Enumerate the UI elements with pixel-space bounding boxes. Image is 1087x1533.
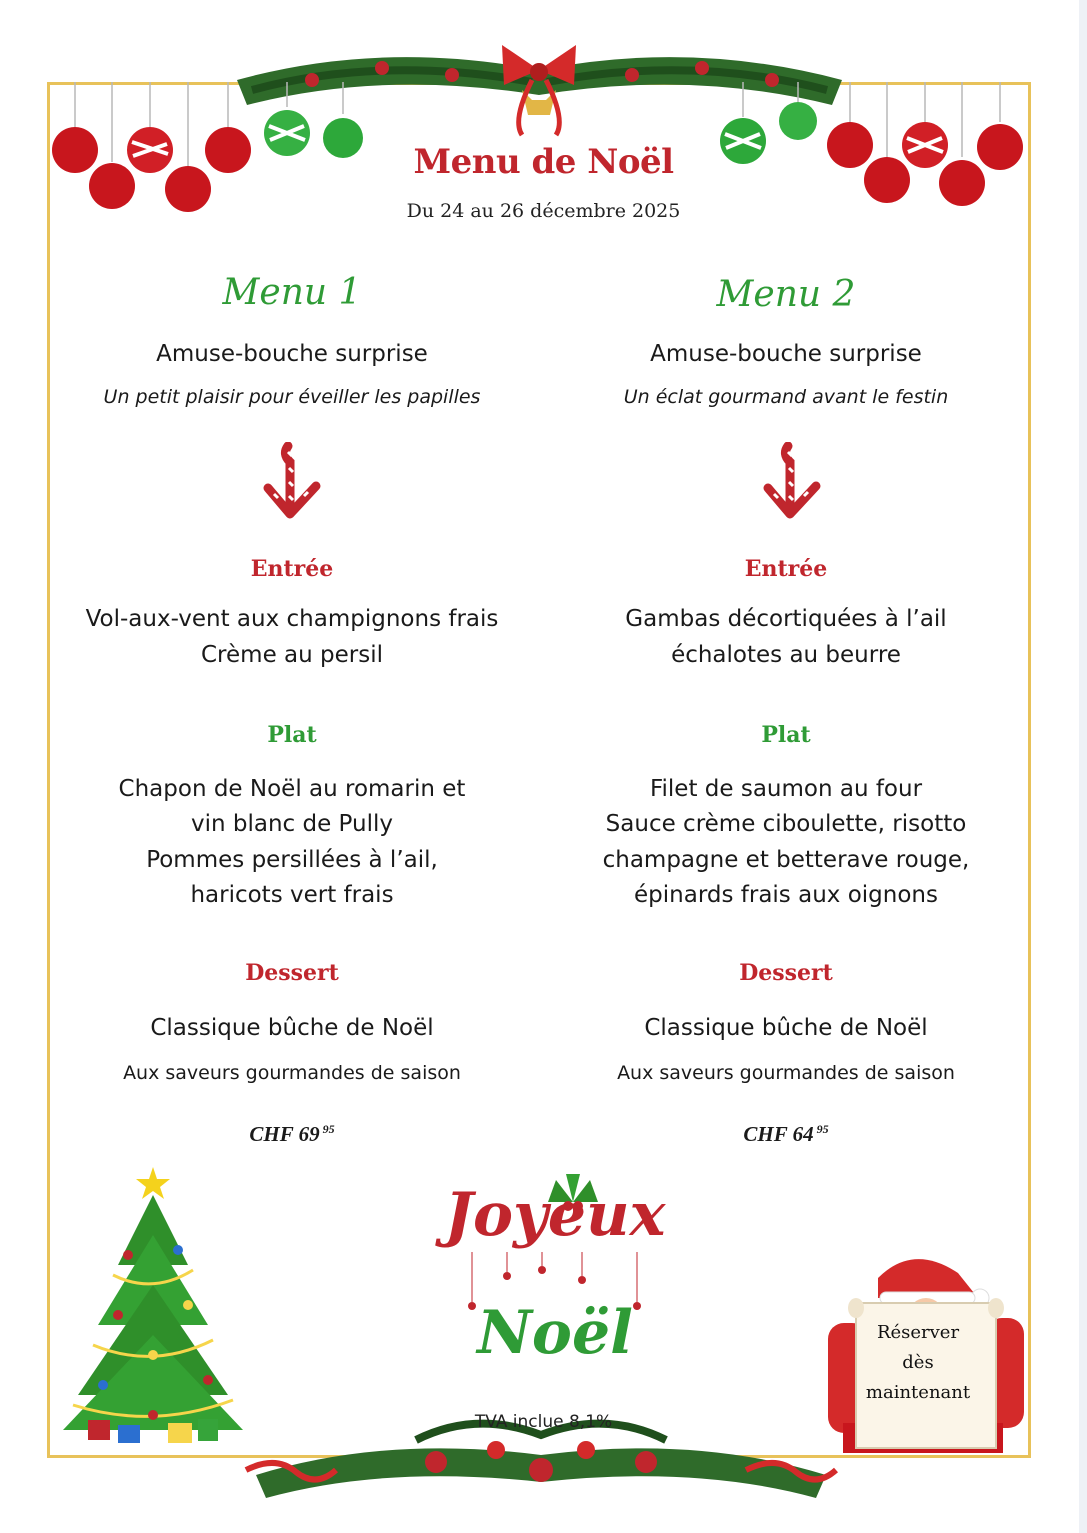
price: [536, 1122, 1036, 1147]
price-cents: 95: [816, 1122, 829, 1136]
tva-note: TVA inclue 8,1%: [474, 1412, 613, 1432]
price-cents: 95: [322, 1122, 335, 1136]
plat-line: Sauce crème ciboulette, risotto: [605, 811, 967, 837]
date-range: Du 24 au 26 décembre 2025: [406, 200, 681, 222]
entree-line: échalotes au beurre: [671, 642, 901, 668]
dessert-name: Classique bûche de Noël: [644, 1015, 928, 1041]
candy-cane-arrow-icon: [760, 442, 824, 524]
dessert-name: Classique bûche de Noël: [150, 1015, 434, 1041]
plat-label: Plat: [267, 722, 317, 748]
price-main: CHF 64: [743, 1122, 814, 1146]
christmas-tree-icon: [58, 1155, 248, 1455]
plat-line: Chapon de Noël au romarin et: [118, 776, 466, 802]
entree-line: Crème au persil: [201, 642, 383, 668]
greeting-joyeux: Joyeux: [444, 1180, 666, 1250]
plat-line: Filet de saumon au four: [649, 776, 923, 802]
reserve-note[interactable]: [850, 1318, 986, 1408]
amuse-description: Un petit plaisir pour éveiller les papilles: [103, 386, 481, 408]
entree-label: Entrée: [744, 556, 828, 582]
plat-line: vin blanc de Pully: [190, 811, 393, 837]
dessert-label: Dessert: [245, 960, 339, 986]
plat-line: Pommes persillées à l’ail,: [146, 847, 438, 873]
plat-line: haricots vert frais: [190, 882, 394, 908]
entree-line: Gambas décortiquées à l’ail: [625, 606, 947, 632]
entree-line: Vol-aux-vent aux champignons frais: [85, 606, 499, 632]
amuse-bouche: Amuse-bouche surprise: [156, 341, 428, 367]
amuse-bouche: Amuse-bouche surprise: [650, 341, 922, 367]
page-edge: [1079, 0, 1087, 1533]
page-title: Menu de Noël: [413, 142, 674, 182]
price: [42, 1122, 542, 1147]
price-main: CHF 69: [249, 1122, 320, 1146]
reserve-line: maintenant: [865, 1382, 971, 1403]
dessert-description: Aux saveurs gourmandes de saison: [123, 1062, 461, 1084]
plat-line: épinards frais aux oignons: [634, 882, 938, 908]
candy-cane-arrow-icon: [260, 442, 324, 524]
menu-title: Menu 2: [716, 274, 856, 315]
reserve-line: dès: [902, 1352, 934, 1373]
amuse-description: Un éclat gourmand avant le festin: [623, 386, 949, 408]
dessert-description: Aux saveurs gourmandes de saison: [617, 1062, 955, 1084]
dessert-label: Dessert: [739, 960, 833, 986]
plat-label: Plat: [761, 722, 811, 748]
menu-title: Menu 1: [222, 272, 362, 313]
plat-line: champagne et betterave rouge,: [602, 847, 970, 873]
reserve-line: Réserver: [876, 1322, 960, 1343]
greeting-noel: Noël: [477, 1298, 633, 1368]
entree-label: Entrée: [250, 556, 334, 582]
